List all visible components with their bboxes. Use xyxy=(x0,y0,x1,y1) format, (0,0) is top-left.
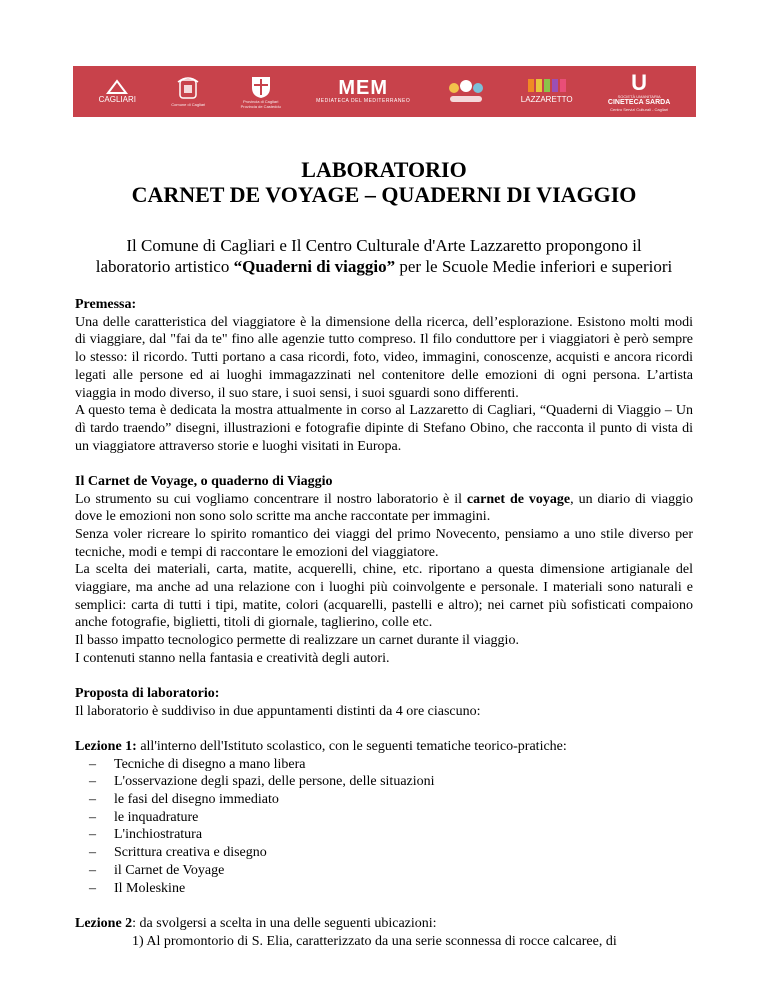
list-item: – Il Moleskine xyxy=(89,880,693,898)
proposta-heading: Proposta di laboratorio: xyxy=(75,686,220,702)
lazzaretto-logo xyxy=(521,79,573,104)
carnet-paragraph: Senza voler ricreare lo spirito romantico dei viaggi del primo Novecento, pensiamo a uno stile diverso per tecniche, modi e tempi di raccontare le emozioni del viaggiatore. xyxy=(75,526,693,560)
decorative-festival-logo xyxy=(446,78,486,106)
comune-logo-caption: Comune di Cagliari xyxy=(171,102,206,107)
provincia-di-cagliari-logo xyxy=(241,75,281,109)
list-item: – le inquadrature xyxy=(89,809,693,827)
intro-project-name: “Quaderni di viaggio” xyxy=(233,257,396,276)
carnet-bold-term: carnet de voyage xyxy=(466,491,571,507)
lezione1-text: all'interno dell'Istituto scolastico, con le seguenti tematiche teorico-pratiche: xyxy=(136,738,567,754)
lezione1-paragraph xyxy=(75,738,693,756)
carnet-paragraph: La scelta dei materiali, carta, matite, acquerelli, chine, etc. riportano a questa dimensione artigianale del viaggiare, ma anche ad una relazione con i luoghi più coinvolgente e personale. I materiali sono naturali e semplici: carta di tutti i tipi, matite, colori (acquarelli, pastelli e altro); nei carnet più sofisticati compaiono anche fotografie, biglietti, titoli di giornale, taglierino, colle etc. xyxy=(75,562,693,631)
lezione2-label: Lezione 2 xyxy=(75,915,133,931)
carnet-heading: Il Carnet de Voyage, o quaderno di Viaggio xyxy=(75,473,333,489)
cagliari-emblem-icon xyxy=(106,79,128,95)
province-caption-line1: Provincia di Cagliari xyxy=(243,98,279,104)
comune-di-cagliari-logo xyxy=(171,76,205,107)
lazzaretto-logo-text: LAZZARETTO xyxy=(520,95,573,104)
document-body xyxy=(75,296,693,950)
document-title: LABORATORIO xyxy=(301,157,467,182)
mem-subtitle: MEDIATECA DEL MEDITERRANEO xyxy=(316,98,411,104)
cineteca-name: CINETECA SARDA xyxy=(607,98,671,106)
intro-line2 xyxy=(60,256,708,277)
proposta-paragraph: Il laboratorio è suddiviso in due appuntamenti distinti da 4 ore ciascuno: xyxy=(75,703,481,719)
partner-logos-banner xyxy=(73,66,696,117)
premessa-paragraph: Una delle caratteristica del viaggiatore è la dimensione della ricerca, dell’esplorazione. Esistono molti modi di viaggiare, dal "fai da te" fino alle agenzie tutto compreso. Il filo conduttore per i viaggiatori è però sempre lo stesso: il ricordo. Tutti portano a casa ricordi, foto, video, immagini, conoscenze, acquisti e ancora ricordi legati alle persone ed ai luoghi immagazzinati nel contenitore delle emozioni di ogni persona. L’artista viaggia in modo diverso, il suo stare, i suoi sensi, i suoi sguardi sono differenti. xyxy=(75,314,693,401)
province-shield-icon xyxy=(250,75,272,99)
list-item: – il Carnet de Voyage xyxy=(89,862,693,880)
premessa-paragraph: A questo tema è dedicata la mostra attualmente in corso al Lazzaretto di Cagliari, “Quaderni di Viaggio – Un dì tardo traendo” disegni, illustrazioni e fotografie dipinte di Stefano Obino, che racconta il punto di vista di un viaggiatore attraverso storie e luoghi visitati in Europa. xyxy=(75,403,693,454)
carnet-text: , un diario di viaggio dove le emozioni non sono solo scritte ma anche raccontate per immagini. xyxy=(75,491,693,525)
lezione1-topics-list xyxy=(75,756,693,898)
intro-text-end: per le Scuole Medie inferiori e superiori xyxy=(395,257,673,276)
lezione2-location-item: 1) Al promontorio di S. Elia, caratterizzato da una serie sconnessa di rocce calcaree, di xyxy=(132,933,617,949)
intro-text: laboratorio artistico xyxy=(95,257,234,276)
cineteca-society-text: SOCIETÀ UMANITARIA xyxy=(617,93,661,99)
cineteca-sarda-logo xyxy=(607,69,671,112)
intro-line1: Il Comune di Cagliari e Il Centro Culturale d'Arte Lazzaretto propongono il xyxy=(126,236,642,255)
list-item: – Scrittura creativa e disegno xyxy=(89,844,693,862)
carnet-text: Lo strumento su cui vogliamo concentrare il nostro laboratorio è il xyxy=(75,491,467,507)
intro-paragraph xyxy=(60,235,708,277)
mem-mediateca-logo xyxy=(316,78,410,105)
mem-wordmark: MEM xyxy=(338,77,388,99)
premessa-heading: Premessa: xyxy=(75,297,137,312)
document-subtitle: CARNET DE VOYAGE – QUADERNI DI VIAGGIO xyxy=(131,182,637,207)
lazzaretto-mark-icon xyxy=(528,79,566,92)
list-item: – L'osservazione degli spazi, delle persone, delle situazioni xyxy=(89,773,693,791)
list-item: – Tecniche di disegno a mano libera xyxy=(89,756,693,774)
province-caption-line2: Provincia de Casteddu xyxy=(240,103,281,109)
carnet-paragraph: I contenuti stanno nella fantasia e creatività degli autori. xyxy=(75,650,390,666)
cineteca-u-icon: U xyxy=(631,69,648,95)
city-crest-icon xyxy=(174,76,202,102)
carnet-paragraph: Il basso impatto tecnologico permette di realizzare un carnet durante il viaggio. xyxy=(75,633,519,649)
cagliari-logo-text: CAGLIARI xyxy=(98,95,136,104)
lezione2-text: : da svolgersi a scelta in una delle seguenti ubicazioni: xyxy=(132,915,437,931)
cagliari-logo xyxy=(99,79,136,104)
list-item: – L'inchiostratura xyxy=(89,826,693,844)
carnet-paragraph xyxy=(75,491,693,526)
lezione2-paragraph xyxy=(75,915,693,933)
decorative-figures-icon xyxy=(446,78,486,106)
lezione1-label: Lezione 1: xyxy=(75,738,137,754)
cineteca-caption: Centro Servizi Culturali - Cagliari xyxy=(610,106,669,112)
list-item: – le fasi del disegno immediato xyxy=(89,791,693,809)
